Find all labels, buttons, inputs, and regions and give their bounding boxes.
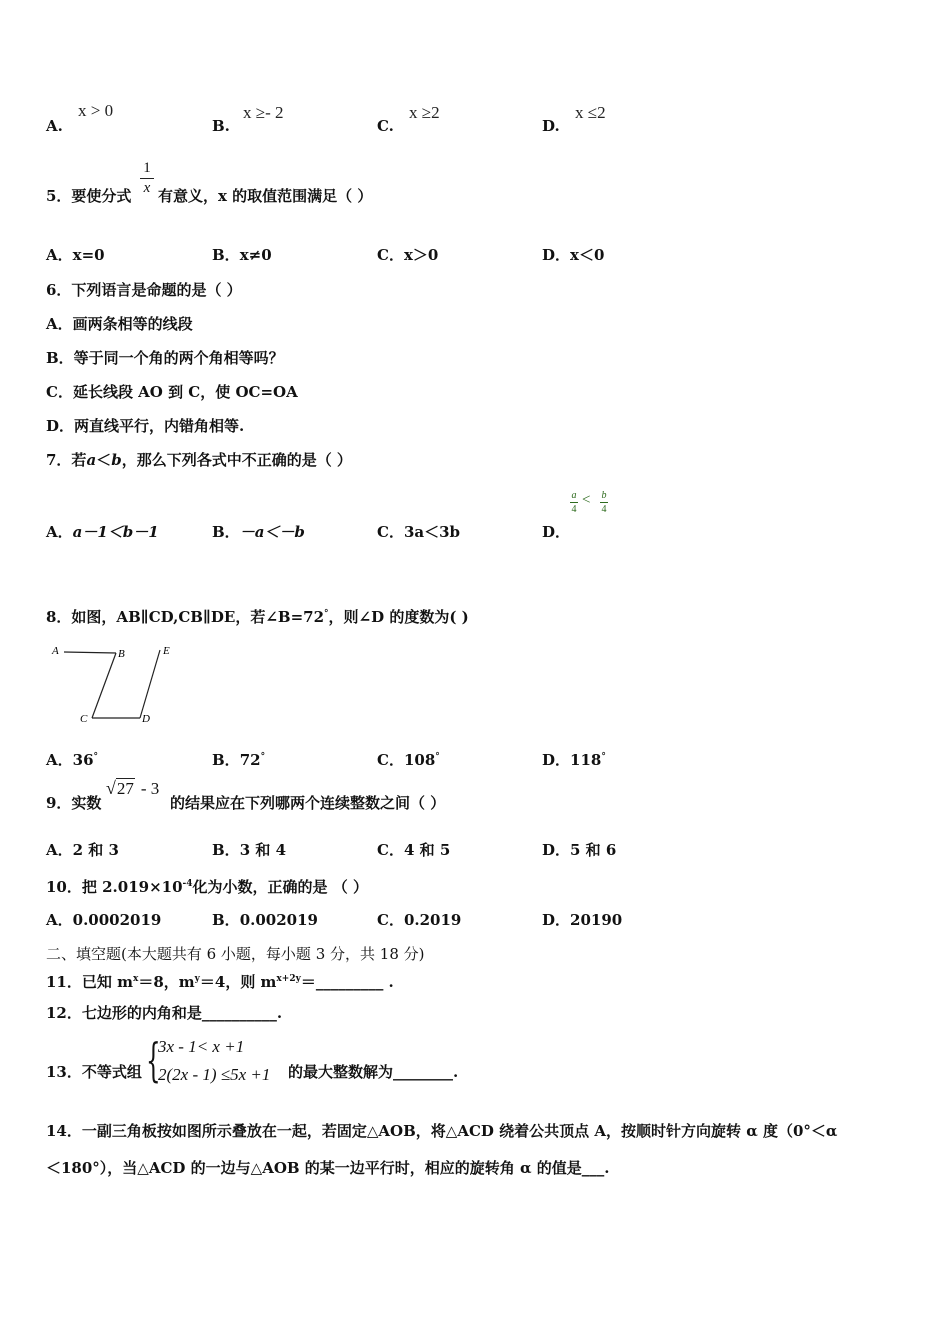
q5-option-a: A．x=0 [46, 246, 105, 264]
q14-line1: 14．一副三角板按如图所示叠放在一起，若固定△AOB，将△ACD 绕着公共顶点 A，按顺时针方向旋转 α 度（0°＜α [46, 1122, 838, 1140]
q12-stem: 12．七边形的内角和是__________. [46, 1004, 283, 1022]
q6-option-d: D．两直线平行，内错角相等. [46, 417, 245, 435]
q10-stem: 10．把 $2.019\times 10^{-4}$化为小数，正确的是 （ ） [46, 878, 368, 896]
q9-option-a: A．2 和 3 [46, 841, 119, 859]
q9-sqrt-expression: √27 - 3 [106, 778, 160, 798]
q14-line2: ＜180°），当△ACD 的一边与△AOB 的某一边平行时，相应的旋转角 α 的值是___. [46, 1159, 610, 1177]
q8-option-a: A．36° [46, 751, 99, 769]
q5-suffix: 有意义，x 的取值范围满足（ ） [158, 187, 373, 205]
segment-bc [92, 653, 116, 718]
q4-option-a-expr: x > 0 [78, 101, 114, 120]
q5-frac-bar [140, 178, 154, 179]
label-e: E [163, 645, 170, 657]
q9-option-d: D．5 和 6 [542, 841, 617, 859]
q7-option-a: A．a－1＜b－1 [46, 523, 159, 541]
q4-option-b-expr: x ≥- 2 [243, 103, 284, 122]
q8-option-c: C．108° [377, 751, 440, 769]
q13-system-brace: { [146, 1033, 161, 1087]
q5-option-d: D．x＜0 [542, 246, 605, 264]
q13-prefix: 13．不等式组 [46, 1063, 142, 1081]
q5-option-c: C．x＞0 [377, 246, 439, 264]
q8-parallelogram-figure [48, 640, 178, 730]
q8-stem: 8．如图，AB∥CD,CB∥DE，若∠B=72°，则∠D 的度数为( ) [46, 608, 469, 626]
q10-option-b: B．0.002019 [212, 911, 318, 929]
label-d: D [142, 713, 150, 725]
q10-option-c: C．0.2019 [377, 911, 462, 929]
segment-ab [64, 652, 116, 653]
q6-stem: 6．下列语言是命题的是（ ） [46, 281, 242, 299]
q4-option-d-letter: D. [542, 117, 560, 135]
q7-option-c: C．3a＜3b [377, 523, 461, 541]
label-a: A [52, 645, 59, 657]
q4-option-d-expr: x ≤2 [575, 103, 606, 122]
label-b: B [118, 648, 125, 660]
q5-fraction [140, 160, 154, 197]
q4-option-a-letter: A. [46, 117, 63, 135]
q9-option-b: B．3 和 4 [212, 841, 287, 859]
q8-option-d: D．118° [542, 751, 606, 769]
q9-option-c: C．4 和 5 [377, 841, 451, 859]
section-2-heading: 二、填空题(本大题共有 6 小题，每小题 3 分，共 18 分) [46, 945, 425, 963]
q11-stem: 11．已知 $m^x=8$，$m^y=4$，则 $m^{x+2y}=\_\_\_\_\_\_\_\_\_$ . [46, 973, 394, 991]
q13-suffix: 的最大整数解为________. [288, 1063, 459, 1081]
q10-option-a: A．0.0002019 [46, 911, 162, 929]
q7-option-d: D． [542, 523, 571, 541]
q6-option-a: A．画两条相等的线段 [46, 315, 193, 333]
q9-suffix: 的结果应在下列哪两个连续整数之间（ ） [170, 794, 446, 812]
q6-option-c: C．延长线段 AO 到 C，使 OC=OA [46, 383, 298, 401]
q13-line1: 3x - 1< x +1 [158, 1037, 245, 1056]
label-c: C [80, 713, 88, 725]
q4-option-c-expr: x ≥2 [409, 103, 440, 122]
q13-inequality-system [158, 1033, 270, 1089]
q5-prefix: 5．要使分式 [46, 187, 132, 205]
q6-option-b: B．等于同一个角的两个角相等吗？ [46, 349, 284, 367]
q10-option-d: D．20190 [542, 911, 623, 929]
q5-frac-num: 1 [143, 160, 151, 176]
q5-frac-den: x [143, 180, 151, 196]
q4-option-b-letter: B. [212, 117, 230, 135]
q4-option-c-letter: C. [377, 117, 394, 135]
q7-option-b: B．－a＜－b [212, 523, 305, 541]
q7-stem: 7．若a＜b，那么下列各式中不正确的是（ ） [46, 451, 352, 469]
q9-prefix: 9．实数 [46, 794, 102, 812]
q7-option-d-fraction: a 4 < b 4 [571, 490, 607, 515]
q5-option-b: B．x≠0 [212, 246, 272, 264]
q8-option-b: B．72° [212, 751, 266, 769]
segment-de [140, 650, 160, 718]
q13-line2: 2(2x - 1) ≤5x +1 [158, 1065, 271, 1084]
